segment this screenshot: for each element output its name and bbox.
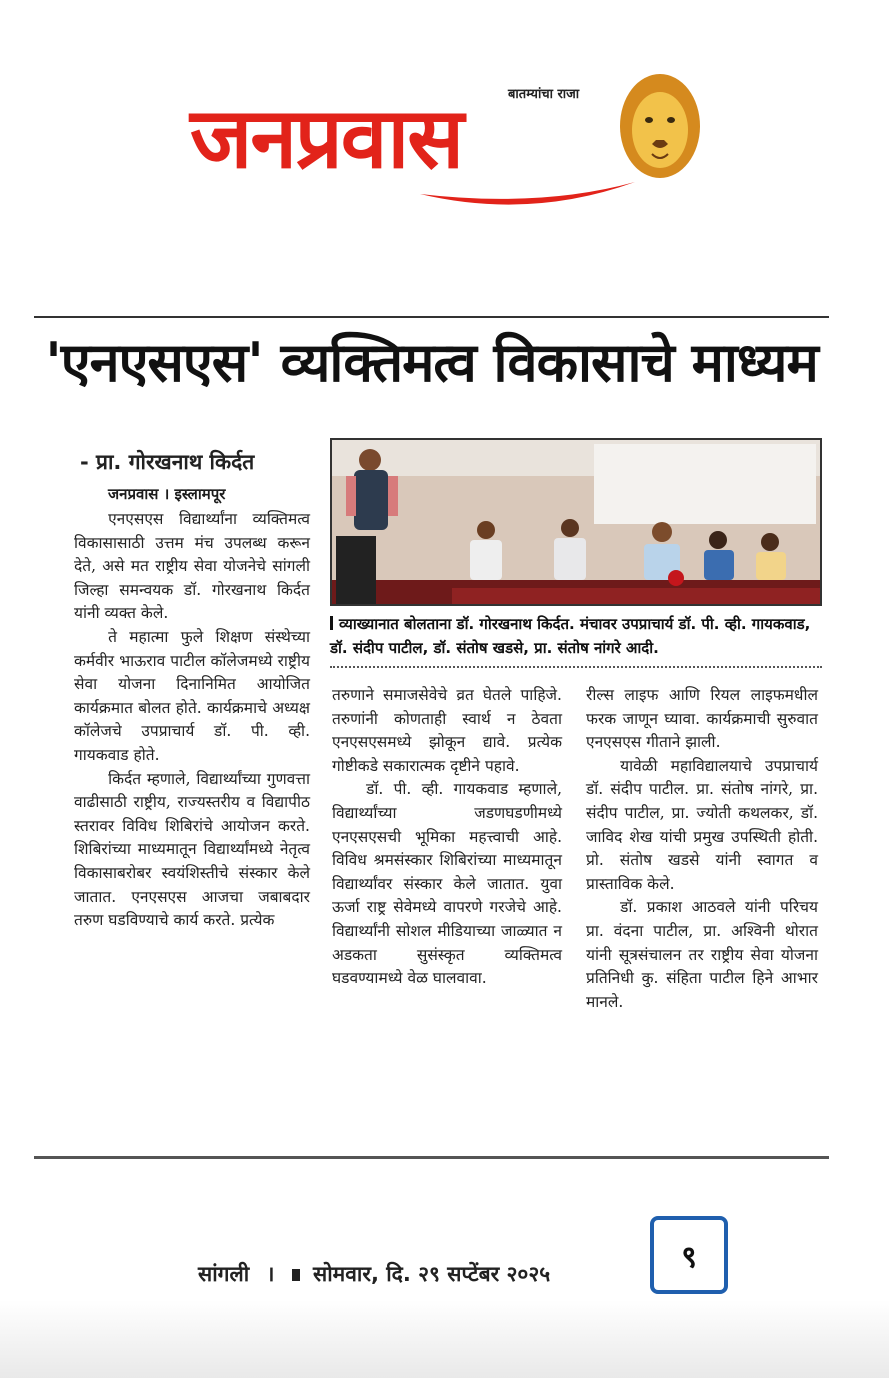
article-column-1: [74, 508, 310, 933]
page-footer: [160, 1212, 730, 1302]
footer-date: सोमवार, दि. २९ सप्टेंबर २०२५: [313, 1262, 551, 1286]
footer-city: सांगली: [198, 1262, 250, 1286]
article-column-2: [332, 684, 562, 991]
paragraph: रील्स लाइफ आणि रियल लाइफमधील फरक जाणून घ्यावा. कार्यक्रमाची सुरुवात एनएसएस गीताने झाली.: [586, 686, 818, 752]
paragraph: एनएसएस विद्यार्थ्यांना व्यक्तिमत्व विकासासाठी उत्तम मंच उपलब्ध करून देते, असे मत राष्ट्रीय सेवा योजनेचे सांगली जिल्हा समन्वयक डॉ. गोरखनाथ किर्दत यांनी व्यक्त केले.: [74, 510, 310, 623]
bottom-shadow: [0, 1300, 889, 1378]
bottom-divider: [34, 1156, 829, 1159]
masthead: [190, 70, 710, 220]
article-dateline: जनप्रवास । इस्लामपूर: [108, 485, 226, 503]
caption-divider: [330, 666, 822, 668]
lion-logo-icon: [618, 70, 702, 182]
footer-separator: ।: [266, 1262, 275, 1286]
paragraph: यावेळी महाविद्यालयाचे उपप्राचार्य डॉ. संदीप पाटील. प्रा. संतोष नांगरे, प्रा. संदीप पाटील, प्रा. ज्योती कथलकर, डॉ. जाविद शेख यांची प्रमुख उपस्थिती होती. प्रो. संतोष खडसे यांनी स्वागत व प्रास्ताविक केले.: [586, 756, 818, 893]
footer-line: [198, 1260, 550, 1288]
page-number: ९: [681, 1239, 697, 1275]
article-photo: [330, 438, 822, 606]
square-bullet-icon: [292, 1269, 300, 1281]
article-headline: 'एनएसएस' व्यक्तिमत्व विकासाचे माध्यम: [45, 331, 818, 394]
masthead-title: जनप्रवास: [190, 89, 462, 187]
swoosh-graphic: [420, 180, 640, 214]
top-divider: [34, 316, 829, 318]
paragraph: डॉ. प्रकाश आठवले यांनी परिचय प्रा. वंदना पाटील, प्रा. अश्विनी थोरात यांनी सूत्रसंचालन तर राष्ट्रीय सेवा योजना प्रतिनिधी कु. संहिता पाटील हिने आभार मानले.: [586, 898, 818, 1011]
article-column-3: [586, 684, 818, 1014]
article-byline: - प्रा. गोरखनाथ किर्दत: [80, 450, 255, 474]
paragraph: तरुणाने समाजसेवेचे व्रत घेतले पाहिजे. तरुणांनी कोणताही स्वार्थ न ठेवता एनएसएसमध्ये झोकून द्यावे. प्रत्येक गोष्टीकडे सकारात्मक दृष्टीने पहावे.: [332, 686, 562, 775]
caption-marker: [330, 616, 333, 630]
paragraph: डॉ. पी. व्ही. गायकवाड म्हणाले, विद्यार्थ्यांच्या जडणघडणीमध्ये एनएसएसची भूमिका महत्त्वाची आहे. विविध श्रमसंस्कार शिबिरांच्या माध्यमातून विद्यार्थ्यांवर संस्कार केले जातात. युवा ऊर्जा राष्ट्र सेवेमध्ये वापरणे गरजेचे आहे. विद्यार्थ्यांनी सोशल मीडियाच्या जाळ्यात न अडकता सुसंस्कृत व्यक्तिमत्व घडवण्यामध्ये वेळ घालवावा.: [332, 780, 562, 988]
photo-caption-text: व्याख्यानात बोलताना डॉ. गोरखनाथ किर्दत. मंचावर उपप्राचार्य डॉ. पी. व्ही. गायकवाड, डॉ. संदीप पाटील, डॉ. संतोष खडसे, प्रा. संतोष नांगरे आदी.: [330, 615, 811, 657]
photo-caption: [330, 612, 822, 660]
paragraph: ते महात्मा फुले शिक्षण संस्थेच्या कर्मवीर भाऊराव पाटील कॉलेजमध्ये राष्ट्रीय सेवा योजना दिनानिमित आयोजित कार्यक्रमात बोलत होते. कार्यक्रमाचे अध्यक्ष कॉलेजचे उपप्राचार्य डॉ. पी. व्ही. गायकवाड होते.: [74, 627, 310, 764]
masthead-tagline: बातम्यांचा राजा: [508, 87, 580, 102]
page-number-box: [650, 1216, 728, 1294]
paragraph: किर्दत म्हणाले, विद्यार्थ्यांच्या गुणवत्ता वाढीसाठी राष्ट्रीय, राज्यस्तरीय व विद्यापीठ स्तरावर विविध शिबिरांचे आयोजन करते. शिबिरांच्या माध्यमातून विद्यार्थ्यांमध्ये नेतृत्व विकासाबरोबर स्वयंशिस्तीचे संस्कार केले जातात. एनएसएस आजचा जबाबदार तरुण घडविण्याचे कार्य करते. प्रत्येक: [74, 769, 310, 930]
event-photo-illustration: [332, 440, 820, 604]
